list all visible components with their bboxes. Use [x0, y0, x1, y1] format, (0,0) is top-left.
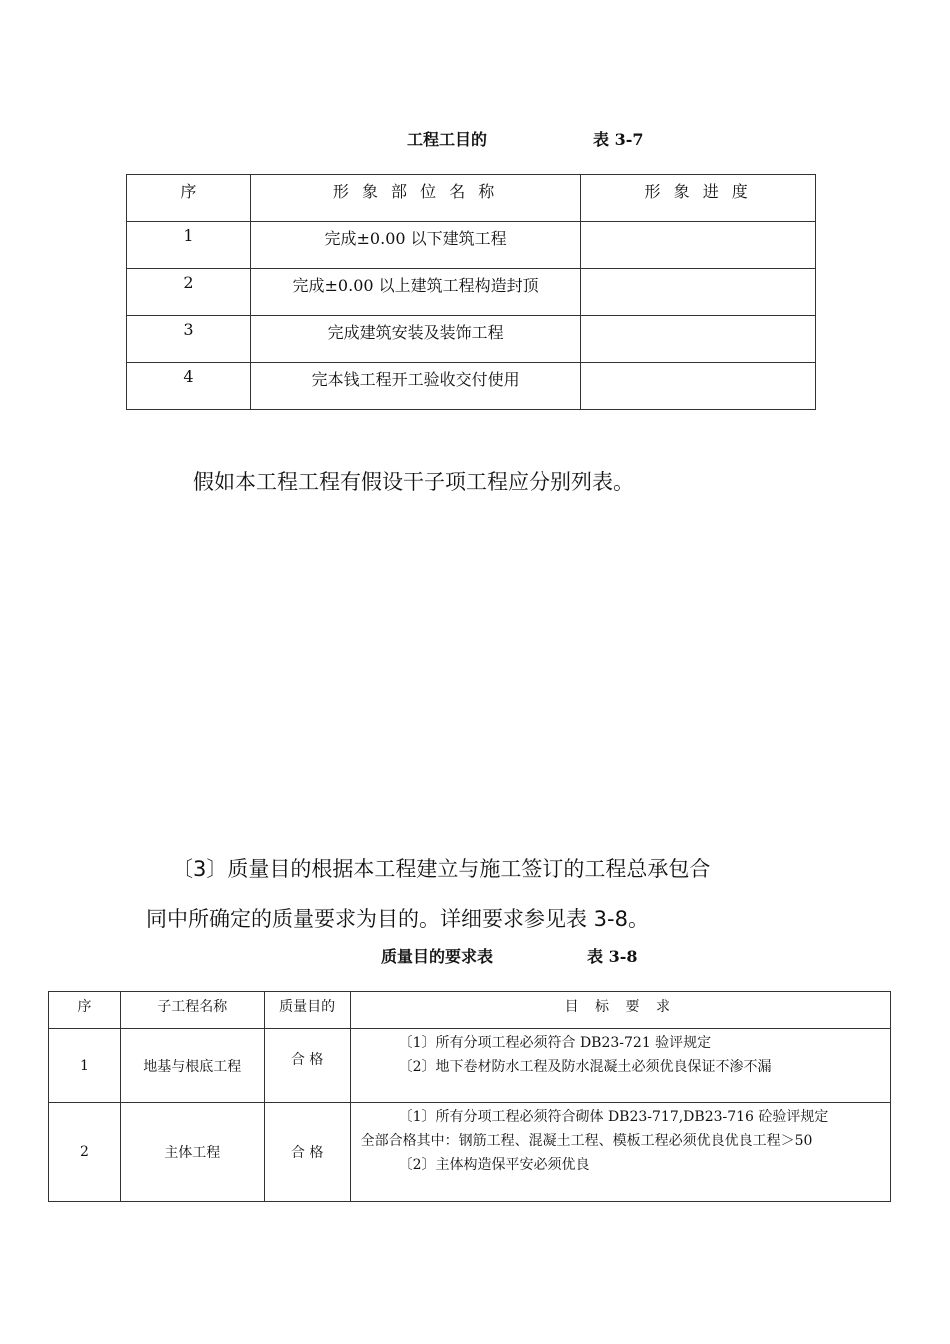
table-row — [127, 316, 816, 363]
header-cell-requirements: 目 标 要 求 — [350, 992, 890, 1029]
table37-title: 工程工目的 — [407, 130, 488, 149]
cell-progress — [581, 269, 816, 316]
table-3-8 — [48, 991, 891, 1202]
cell-no: 2 — [127, 269, 251, 316]
cell-no: 3 — [127, 316, 251, 363]
header-cell-quality-goal: 质量目的 — [264, 992, 350, 1029]
table-row — [49, 1029, 891, 1103]
header-cell-part-name: 形 象 部 位 名 称 — [250, 175, 581, 222]
cell-requirements — [350, 1029, 890, 1103]
cell-progress — [581, 363, 816, 410]
paragraph-quality-line2: 同中所确定的质量要求为目的。详细要求参见表 3-8。 — [146, 907, 649, 931]
header-cell-no: 序 — [49, 992, 121, 1029]
cell-requirements — [350, 1103, 890, 1202]
cell-part-name: 完成±0.00 以下建筑工程 — [250, 222, 581, 269]
requirement-line: 〔2〕地下卷材防水工程及防水混凝土必须优良保证不渗不漏 — [398, 1059, 772, 1075]
cell-quality-goal: 合 格 — [264, 1103, 350, 1202]
requirement-line: 〔1〕所有分项工程必须符合砌体 DB23-717,DB23-716 砼验评规定 — [398, 1109, 829, 1125]
requirement-line: 〔1〕所有分项工程必须符合 DB23-721 验评规定 — [398, 1035, 712, 1051]
cell-quality-goal: 合 格 — [264, 1029, 350, 1103]
cell-part-name: 完成±0.00 以上建筑工程构造封顶 — [250, 269, 581, 316]
cell-part-name: 完本钱工程开工验收交付使用 — [250, 363, 581, 410]
cell-subproject: 主体工程 — [120, 1103, 264, 1202]
header-cell-no: 序 — [127, 175, 251, 222]
paragraph-subprojects: 假如本工程工程有假设干子项工程应分别列表。 — [193, 470, 634, 494]
table-row — [127, 269, 816, 316]
table-row — [127, 222, 816, 269]
table-row — [127, 363, 816, 410]
table38-title: 质量目的要求表 — [381, 947, 494, 966]
cell-no: 2 — [49, 1103, 121, 1202]
cell-no: 1 — [49, 1029, 121, 1103]
cell-progress — [581, 316, 816, 363]
cell-part-name: 完成建筑安装及装饰工程 — [250, 316, 581, 363]
table37-number: 表 3-7 — [593, 130, 644, 149]
cell-progress — [581, 222, 816, 269]
cell-no: 1 — [127, 222, 251, 269]
cell-subproject: 地基与根底工程 — [120, 1029, 264, 1103]
header-cell-subproject: 子工程名称 — [120, 992, 264, 1029]
requirement-line: 〔2〕主体构造保平安必须优良 — [398, 1157, 590, 1173]
header-cell-progress: 形 象 进 度 — [581, 175, 816, 222]
cell-no: 4 — [127, 363, 251, 410]
table-header-row — [127, 175, 816, 222]
table-3-7 — [126, 174, 816, 410]
requirement-line: 全部合格其中：钢筋工程、混凝土工程、模板工程必须优良优良工程＞50 — [360, 1133, 813, 1149]
table-row — [49, 1103, 891, 1202]
table-header-row — [49, 992, 891, 1029]
paragraph-quality-line1: 〔3〕质量目的根据本工程建立与施工签订的工程总承包合 — [172, 857, 711, 881]
table38-number: 表 3-8 — [587, 947, 638, 966]
